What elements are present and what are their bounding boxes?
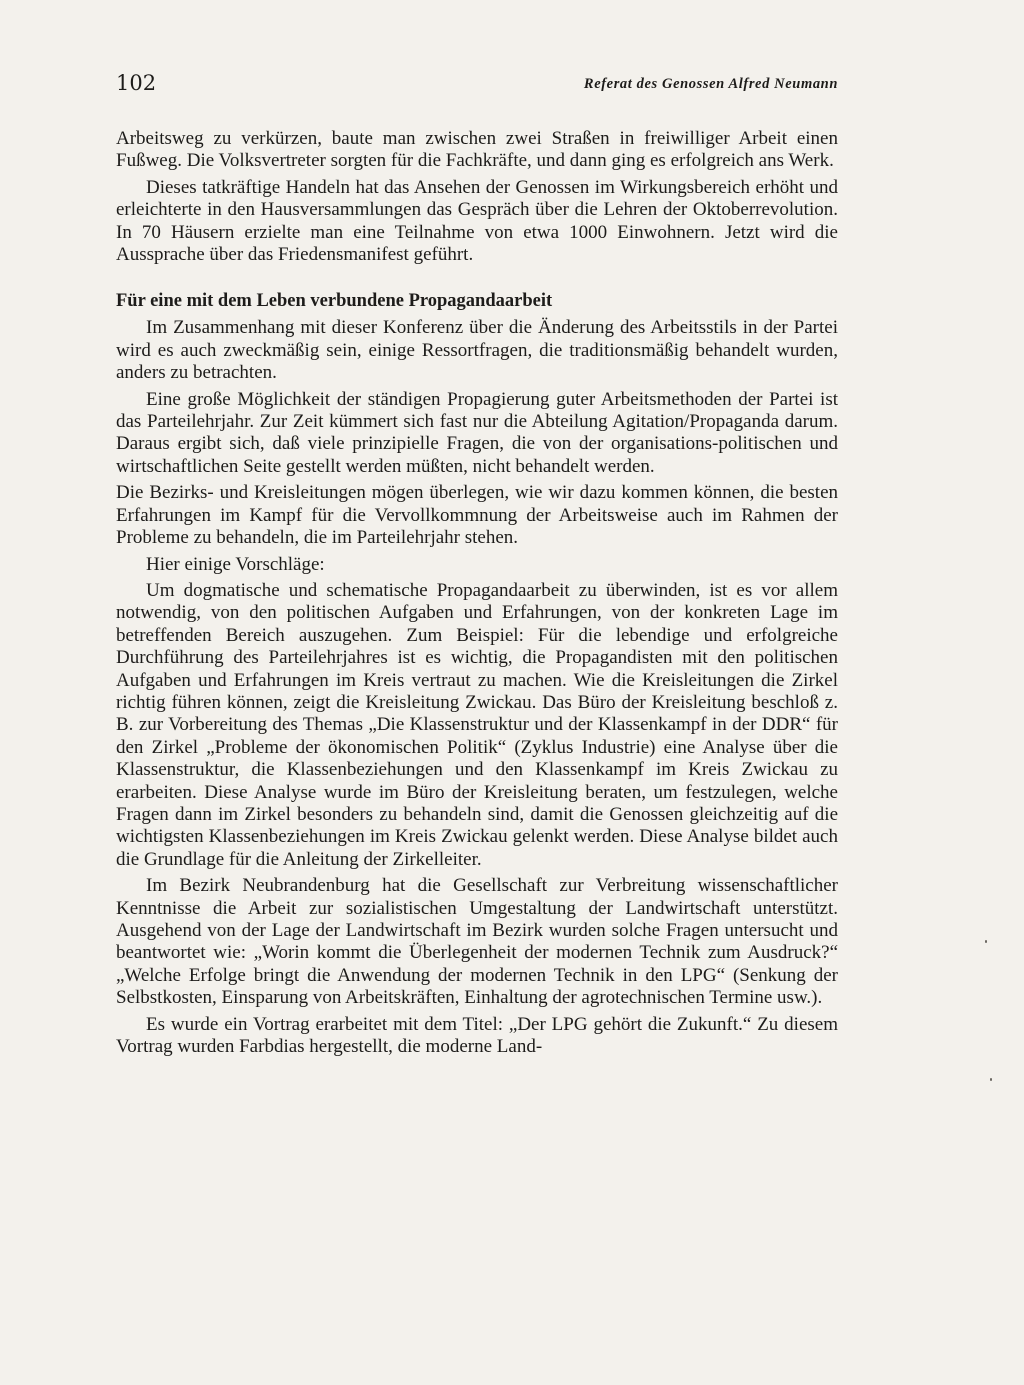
section-heading: Für eine mit dem Leben verbundene Propagandaarbeit [116,291,553,312]
scan-speck [985,940,987,943]
running-head: Referat des Genossen Alfred Neumann [583,76,838,92]
paragraph: Dieses tatkräftige Handeln hat das Ansehen der Genossen im Wirkungsbereich erhöht und erleichterte in den Hausversammlungen das Gespräch über die Lehren der Oktoberrevolution. In 70 Häusern erzielte man eine Teilnahme von etwa 1000 Einwohnern. Jetzt wird die Aussprache über das Friedensmanifest geführt. [116,176,838,266]
body-text [116,128,838,1062]
paragraph: Es wurde ein Vortrag erarbeitet mit dem Titel: „Der LPG gehört die Zukunft.“ Zu diesem Vortrag wurden Farbdias hergestellt, die moderne Land- [116,1013,838,1058]
scan-speck [990,1078,992,1081]
paragraph: Im Bezirk Neubrandenburg hat die Gesellschaft zur Verbreitung wissenschaftlicher Kenntnisse die Arbeit zur sozialistischen Umgestaltung der Landwirtschaft unterstützt. Ausgehend von der Lage der Landwirtschaft im Bezirk wurden solche Fragen untersucht und beantwortet wie: „Worin kommt die Überlegenheit der modernen Technik zum Ausdruck?“ „Welche Erfolge bringt die Anwendung der modernen Technik in den LPG“ (Senkung der Selbstkosten, Einsparung von Arbeitskräften, Einhaltung der agrotechnischen Termine usw.). [116,875,838,1009]
page-header [116,70,838,104]
paragraph: Die Bezirks- und Kreisleitungen mögen überlegen, wie wir dazu kommen können, die besten Erfahrungen im Kampf für die Vervollkommnung der Arbeitsweise auch im Rahmen der Probleme zu behandeln, die im Parteilehrjahr stehen. [116,482,838,549]
paragraph: Arbeitsweg zu verkürzen, baute man zwischen zwei Straßen in freiwilliger Arbeit einen Fußweg. Die Volksvertreter sorgten für die Fachkräfte, und dann ging es erfolgreich ans Werk. [116,128,838,172]
paragraph: Im Zusammenhang mit dieser Konferenz über die Änderung des Arbeitsstils in der Partei wird es auch zweckmäßig sein, einige Ressortfragen, die traditionsmäßig behandelt wurden, anders zu betrachten. [116,317,838,384]
paragraph: Eine große Möglichkeit der ständigen Propagierung guter Arbeitsmethoden der Partei ist das Parteilehrjahr. Zur Zeit kümmert sich fast nur die Abteilung Agitation/Propaganda darum. Daraus ergibt sich, daß viele prinzipielle Fragen, die von der organisations-politischen und wirtschaftlichen Seite gestellt werden müßten, nicht behandelt werden. [116,388,838,477]
paragraph: Um dogmatische und schematische Propagandaarbeit zu überwinden, ist es vor allem notwendig, von den politischen Aufgaben und Erfahrungen, von der konkreten Lage im betreffenden Bereich auszugehen. Zum Beispiel: Für die lebendige und erfolgreiche Durchführung des Parteilehrjahres ist es wichtig, die Propagandisten mit den politischen Aufgaben und Erfahrungen im Kreis vertraut zu machen. Wie die Kreisleitungen die Zirkel richtig führen können, zeigt die Kreisleitung Zwickau. Das Büro der Kreisleitung beschloß z. B. zur Vorbereitung des Themas „Die Klassenstruktur und der Klassenkampf in der DDR“ für den Zirkel „Probleme der ökonomischen Politik“ (Zyklus Industrie) eine Analyse über die Klassenstruktur, die Klassenbeziehungen und den Klassenkampf im Kreis Zwickau zu erarbeiten. Diese Analyse wurde im Büro der Kreisleitung beraten, um festzulegen, welche Fragen dann im Zirkel besonders zu behandeln sind, damit die Genossen gleichzeitig auf die wichtigsten Klassenbeziehungen im Kreis Zwickau gelenkt werden. Diese Analyse bildet auch die Grundlage für die Anleitung der Zirkelleiter. [116,579,838,870]
paragraph: Hier einige Vorschläge: [146,553,325,575]
page-number: 102 [116,71,157,95]
